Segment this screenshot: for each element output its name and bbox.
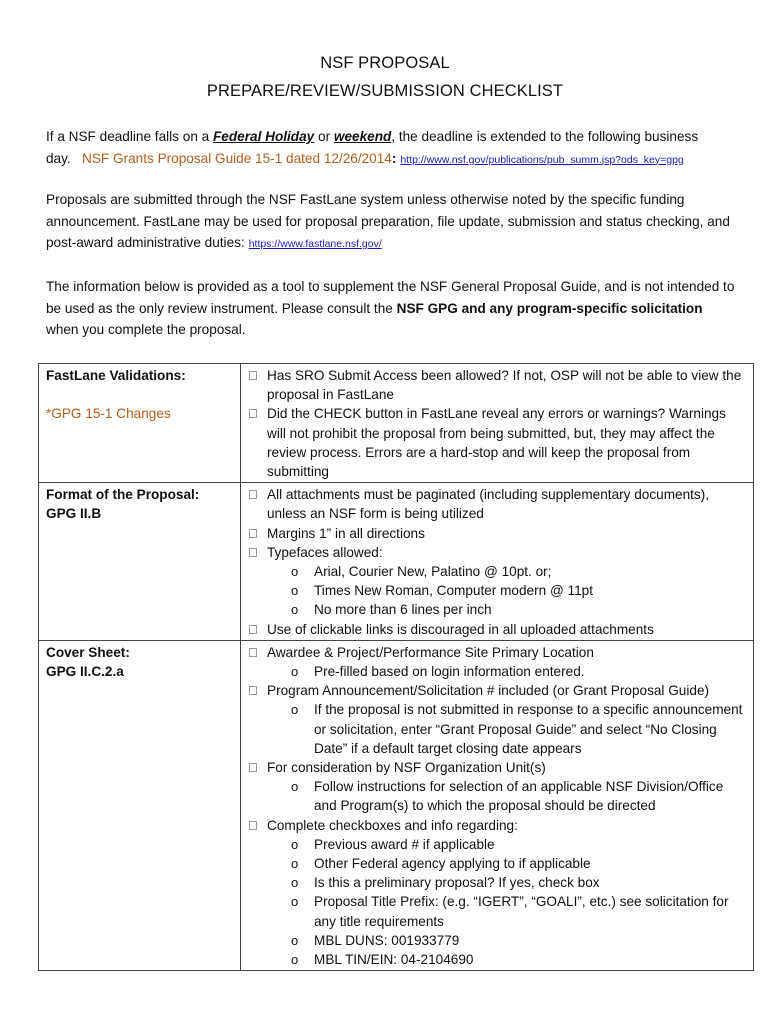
- checkbox-icon[interactable]: [249, 490, 257, 499]
- weekend-text: weekend: [333, 129, 392, 144]
- checklist-table: [38, 363, 754, 971]
- checklist-item: Use of clickable links is discouraged in all uploaded attachments: [241, 620, 747, 639]
- checkbox-icon[interactable]: [249, 763, 257, 772]
- circle-bullet-icon: o: [291, 875, 299, 891]
- circle-bullet-icon: o: [291, 564, 299, 580]
- section-label: Format of the Proposal:: [46, 487, 200, 503]
- checklist-item: For consideration by NSF Organization Unit(s) o Follow instructions for selection of an applicable NSF Division/Office and Program(s) to which the proposal should be directed: [241, 758, 747, 816]
- checkbox-icon[interactable]: [249, 409, 257, 418]
- checkbox-icon[interactable]: [249, 529, 257, 538]
- checklist-item: Complete checkboxes and info regarding: o Previous award # if applicable o Other Federal agency applying to if applicable o Is this a preliminary proposal? If yes, check box o Proposal Title Prefix: (e.g. “IGERT”, “GOALI”, etc.) see solicitation for any title requirements o MBL DUNS: 001933779 o MBL TIN/EIN: 04-2104690: [241, 816, 747, 970]
- cover-label-cell: [39, 640, 241, 970]
- checkbox-icon[interactable]: [249, 548, 257, 557]
- format-items-cell: [241, 483, 754, 641]
- checklist-item: Has SRO Submit Access been allowed? If not, OSP will not be able to view the proposal in FastLane: [241, 366, 747, 404]
- checkbox-icon[interactable]: [249, 648, 257, 657]
- circle-bullet-icon: o: [291, 932, 299, 948]
- checkbox-icon[interactable]: [249, 821, 257, 830]
- checklist-item: Margins 1” in all directions: [241, 524, 747, 543]
- section-reference: GPG II.B: [46, 506, 102, 522]
- format-label-cell: [39, 483, 241, 641]
- grants-guide-reference: NSF Grants Proposal Guide 15-1 dated 12/26/2014: [82, 150, 392, 166]
- section-reference: GPG II.C.2.a: [46, 664, 124, 680]
- checkbox-icon[interactable]: [249, 625, 257, 634]
- cover-section-row: [39, 640, 754, 970]
- deadline-paragraph: If a NSF deadline falls on a Federal Holiday or weekend, the deadline is extended to the following business day. NSF Grants Proposal Guide 15-1 dated 12/26/2014: http://www.nsf.gov/publications/pub_summ.jsp?ods_key=gpg: [46, 129, 699, 166]
- sub-item: o No more than 6 lines per inch: [267, 600, 747, 619]
- sub-item: o Follow instructions for selection of an applicable NSF Division/Office and Program(s) to which the proposal should be directed: [291, 779, 724, 814]
- fastlane-paragraph: Proposals are submitted through the NSF FastLane system unless otherwise noted by the specific funding announcement. FastLane may be used for proposal preparation, file update, submission and status checking, and post-award administrative duties: https://www.fastlane.nsf.gov/: [46, 192, 730, 250]
- cover-items-cell: [241, 640, 754, 970]
- sub-item: o Proposal Title Prefix: (e.g. “IGERT”, “GOALI”, etc.) see solicitation for any title requirements: [291, 894, 729, 929]
- sub-item: o Pre-filled based on login information entered.: [267, 662, 747, 681]
- fastlane-section-row: [39, 364, 754, 483]
- section-label: FastLane Validations:: [46, 368, 186, 383]
- sub-item: o Arial, Courier New, Palatino @ 10pt. or;: [267, 562, 747, 581]
- checklist-item: Did the CHECK button in FastLane reveal any errors or warnings? Warnings will not prohibit the proposal from being submitted, but, they may affect the review process. Errors are a hard-stop and will keep the proposal from submitting: [241, 404, 747, 481]
- circle-bullet-icon: o: [291, 952, 299, 968]
- sub-item: o MBL TIN/EIN: 04-2104690: [267, 950, 747, 969]
- checklist-item: Typefaces allowed: o Arial, Courier New, Palatino @ 10pt. or; o Times New Roman, Computer modern @ 11pt o No more than 6 lines per inch: [241, 543, 747, 620]
- format-section-row: [39, 483, 754, 641]
- checklist-item: Program Announcement/Solicitation # included (or Grant Proposal Guide) o If the proposal is not submitted in response to a specific announcement or solicitation, enter “Grant Proposal Guide” and select “No Closing Date” if a default target closing date appears: [241, 681, 747, 758]
- circle-bullet-icon: o: [291, 894, 299, 910]
- document-subtitle: PREPARE/REVIEW/SUBMISSION CHECKLIST: [206, 82, 564, 100]
- gpg-link[interactable]: http://www.nsf.gov/publications/pub_summ.jsp?ods_key=gpg: [400, 153, 684, 166]
- sub-item: o Previous award # if applicable: [267, 835, 747, 854]
- checklist-item: All attachments must be paginated (including supplementary documents), unless an NSF form is being utilized: [241, 485, 747, 523]
- circle-bullet-icon: o: [291, 779, 299, 795]
- supplement-paragraph: The information below is provided as a tool to supplement the NSF General Proposal Guide, and is not intended to be used as the only review instrument. Please consult the NSF GPG and any program-specific solicitation when you complete the proposal.: [46, 279, 735, 337]
- checkbox-icon[interactable]: [249, 686, 257, 695]
- sub-item: o MBL DUNS: 001933779: [267, 931, 747, 950]
- document-title: NSF PROPOSAL: [320, 54, 450, 72]
- sub-item: o Is this a preliminary proposal? If yes, check box: [267, 873, 747, 892]
- checklist-item: Awardee & Project/Performance Site Primary Location o Pre-filled based on login information entered.: [241, 643, 747, 681]
- circle-bullet-icon: o: [291, 856, 299, 872]
- gpg-changes-note: *GPG 15-1 Changes: [46, 406, 171, 422]
- section-label: Cover Sheet:: [46, 644, 130, 660]
- sub-item: o If the proposal is not submitted in response to a specific announcement or solicitation, enter “Grant Proposal Guide” and select “No Closing Date” if a default target closing date appears: [291, 702, 743, 756]
- circle-bullet-icon: o: [291, 602, 299, 618]
- checkbox-icon[interactable]: [249, 371, 257, 380]
- circle-bullet-icon: o: [291, 836, 299, 852]
- sub-item: o Times New Roman, Computer modern @ 11pt: [267, 581, 747, 600]
- circle-bullet-icon: o: [291, 702, 299, 718]
- sub-item: o Other Federal agency applying to if applicable: [267, 854, 747, 873]
- federal-holiday-text: Federal Holiday: [213, 129, 315, 144]
- fastlane-link[interactable]: https://www.fastlane.nsf.gov/: [248, 238, 382, 250]
- gpg-solicitation-emphasis: NSF GPG and any program-specific solicitation: [396, 300, 703, 316]
- fastlane-items-cell: [241, 364, 754, 483]
- fastlane-label-cell: [39, 364, 241, 483]
- circle-bullet-icon: o: [291, 583, 299, 599]
- circle-bullet-icon: o: [291, 664, 299, 680]
